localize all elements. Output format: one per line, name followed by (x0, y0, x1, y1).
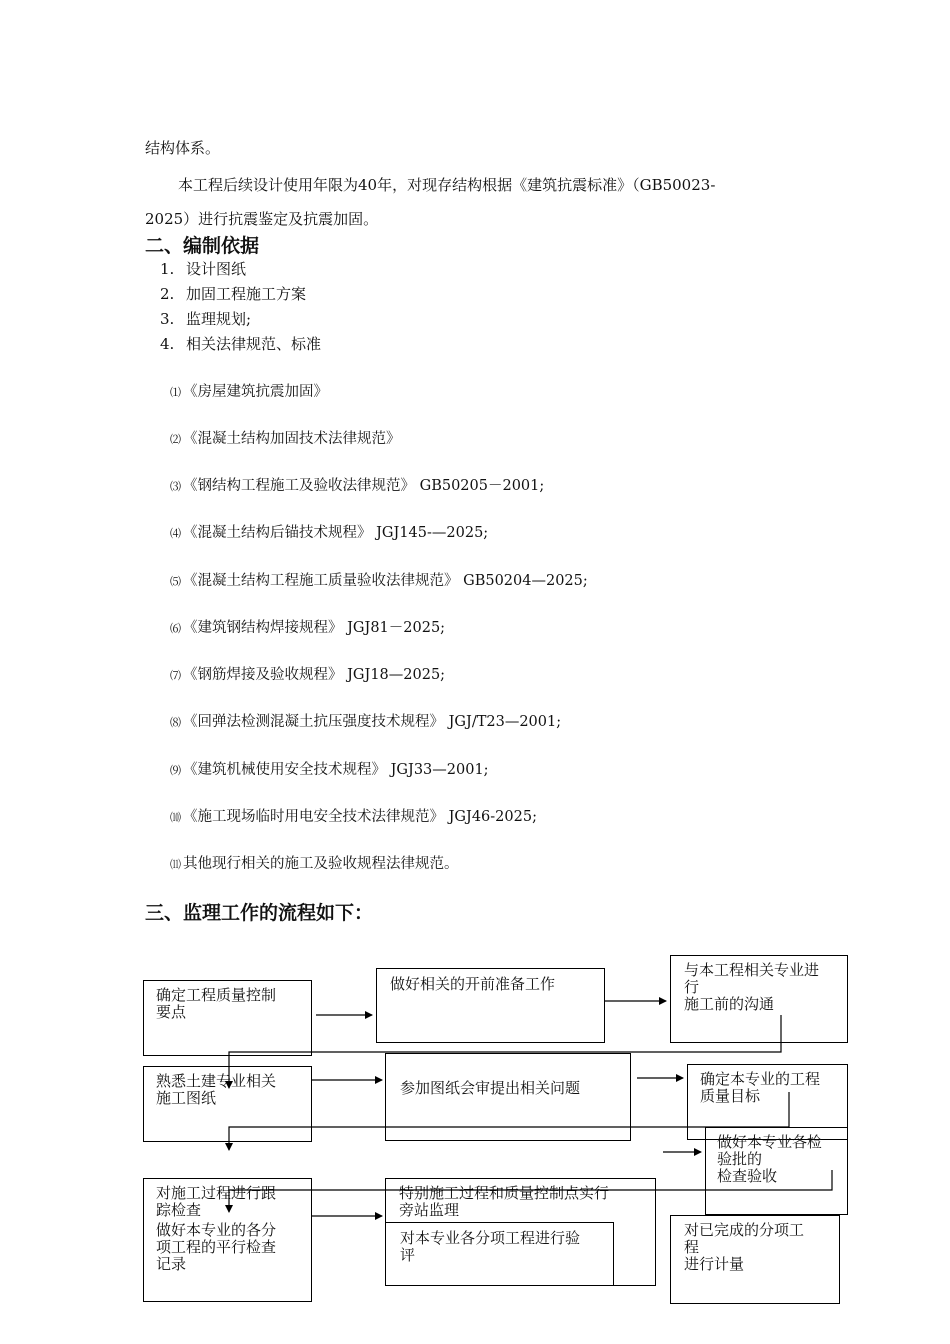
flow-text-preparation: 做好相关的开前准备工作 (390, 975, 556, 993)
reference-text: 《建筑钢结构焊接规程》 JGJ81－2025; (183, 620, 446, 636)
reference-number: ⑻ (170, 716, 181, 729)
reference-text: 《混凝土结构加固技术法律规范》 (183, 431, 401, 447)
reference-number: ⑾ (170, 858, 181, 871)
basis-item-text: 加固工程施工方案 (186, 285, 307, 303)
basis-item-text: 相关法律规范、标准 (186, 335, 322, 353)
basis-item-number: 3. (160, 310, 175, 328)
flow-text-item-evaluation: 对本专业各分项工程进行验 评 (400, 1229, 581, 1264)
flow-text-quality-target: 确定本专业的工程 质量目标 (700, 1070, 821, 1105)
reference-number: ⑴ (170, 386, 181, 399)
section-2-heading: 二、编制依据 (145, 235, 260, 257)
reference-text: 《混凝土结构后锚技术规程》 JGJ145-—2025; (183, 525, 489, 541)
arrow-connector (229, 1170, 832, 1212)
reference-number: ⑽ (170, 811, 181, 824)
reference-text: 《钢筋焊接及验收规程》 JGJ18—2025; (183, 667, 446, 683)
basis-item-text: 设计图纸 (186, 260, 247, 278)
basis-item-number: 1. (160, 260, 175, 278)
flow-text-parallel-check: 做好本专业的各分 项工程的平行检查 记录 (156, 1221, 277, 1273)
flow-text-communication: 与本工程相关专业进 行 施工前的沟通 (684, 961, 820, 1013)
reference-text: 《施工现场临时用电安全技术法律规范》 JGJ46-2025; (183, 809, 537, 825)
reference-number: ⑺ (170, 669, 181, 682)
intro-line-3: 2025）进行抗震鉴定及抗震加固。 (145, 210, 379, 228)
flow-text-drawings: 熟悉土建专业相关 施工图纸 (156, 1072, 277, 1107)
flow-text-drawing-review: 参加图纸会审提出相关问题 (400, 1079, 581, 1097)
flow-text-process-tracking: 对施工过程进行跟 踪检查 (156, 1184, 277, 1219)
flow-text-quality-control-points: 确定工程质量控制 要点 (156, 986, 277, 1021)
flow-text-inspection-acceptance: 做好本专业各检 验批的 检查验收 (717, 1133, 823, 1185)
reference-number: ⑹ (170, 622, 181, 635)
intro-line-2: 本工程后续设计使用年限为40年，对现存结构根据《建筑抗震标准》（GB50023- (178, 176, 716, 194)
reference-text: 《建筑机械使用安全技术规程》 JGJ33—2001; (183, 762, 489, 778)
flow-text-site-supervision: 特别施工过程和质量控制点实行 旁站监理 (399, 1184, 610, 1219)
arrow-connector (229, 1015, 781, 1088)
flow-text-measurement: 对已完成的分项工 程 进行计量 (684, 1221, 805, 1273)
reference-number: ⑶ (170, 480, 181, 493)
reference-text: 《回弹法检测混凝土抗压强度技术规程》 JGJ/T23—2001; (183, 714, 562, 730)
section-3-heading: 三、监理工作的流程如下： (145, 902, 374, 924)
intro-line-1: 结构体系。 (145, 139, 221, 157)
reference-number: ⑼ (170, 764, 181, 777)
basis-item-number: 4. (160, 335, 175, 353)
reference-text: 《钢结构工程施工及验收法律规范》 GB50205－2001; (183, 478, 545, 494)
reference-text: 其他现行相关的施工及验收规程法律规范。 (183, 856, 459, 872)
reference-number: ⑸ (170, 575, 181, 588)
reference-text: 《混凝土结构工程施工质量验收法律规范》 GB50204—2025; (183, 573, 588, 589)
basis-item-number: 2. (160, 285, 175, 303)
reference-text: 《房屋建筑抗震加固》 (183, 384, 328, 400)
reference-number: ⑷ (170, 527, 181, 540)
reference-number: ⑵ (170, 433, 181, 446)
basis-item-text: 监理规划; (186, 310, 252, 328)
arrow-connector (229, 1092, 789, 1150)
